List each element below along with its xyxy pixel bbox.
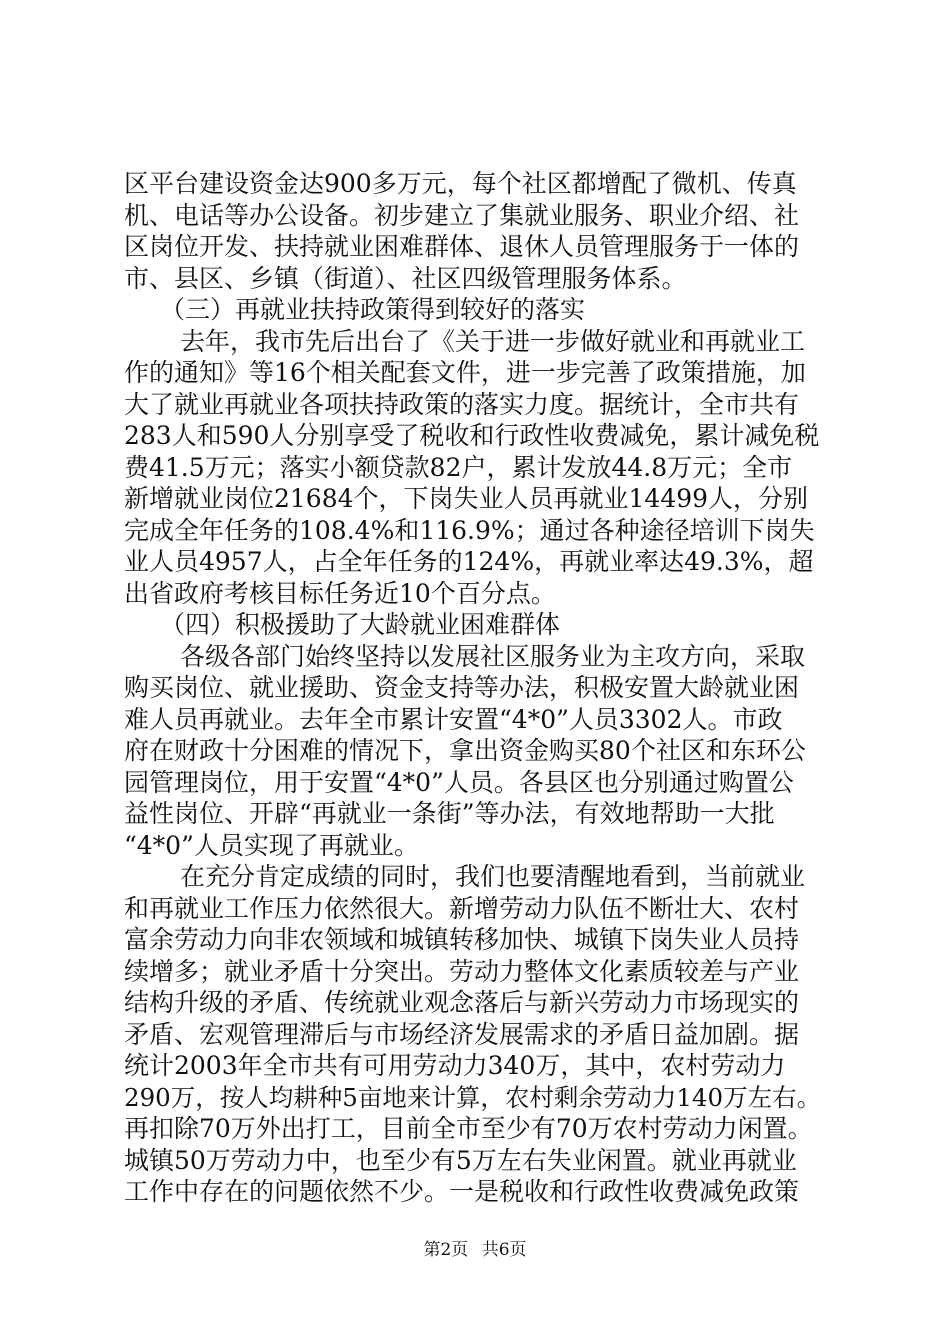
- section-heading: （三）再就业扶持政策得到较好的落实: [160, 295, 586, 324]
- text-line: 益性岗位、开辟“再就业一条街”等办法，有效地帮助一大批: [124, 799, 775, 828]
- text-line: 机、电话等办公设备。初步建立了集就业服务、职业介绍、社: [124, 201, 800, 230]
- text-line: 费41.5万元；落实小额贷款82户，累计发放44.8万元；全市: [124, 453, 793, 482]
- page-footer: [0, 1238, 950, 1262]
- text-line: “4*0”人员实现了再就业。: [124, 831, 419, 860]
- text-line: 在充分肯定成绩的同时，我们也要清醒地看到，当前就业: [180, 862, 806, 891]
- text-line: 大了就业再就业各项扶持政策的落实力度。据统计，全市共有: [124, 390, 800, 419]
- text-line: 完成全年任务的108.4%和116.9%；通过各种途径培训下岗失: [124, 516, 815, 545]
- text-line: 工作中存在的问题依然不少。一是税收和行政性收费减免政策: [124, 1177, 800, 1206]
- text-line: 结构升级的矛盾、传统就业观念落后与新兴劳动力市场现实的: [124, 988, 800, 1017]
- section-heading: （四）积极援助了大龄就业困难群体: [160, 610, 561, 639]
- text-line: 290万，按人均耕种5亩地来计算，农村剩余劳动力140万左右。: [124, 1083, 822, 1112]
- text-line: 购买岗位、就业援助、资金支持等办法，积极安置大龄就业困: [124, 673, 800, 702]
- text-line: 去年，我市先后出台了《关于进一步做好就业和再就业工: [180, 327, 806, 356]
- text-line: 统计2003年全市共有可用劳动力340万，其中，农村劳动力: [124, 1051, 786, 1080]
- text-line: 283人和590人分别享受了税收和行政性收费减免，累计减免税: [124, 421, 820, 450]
- text-line: 业人员4957人，占全年任务的124%，再就业率达49.3%，超: [124, 547, 814, 576]
- text-line: 各级各部门始终坚持以发展社区服务业为主攻方向，采取: [180, 642, 806, 671]
- text-line: 出省政府考核目标任务近10个百分点。: [124, 579, 556, 608]
- text-line: 区岗位开发、扶持就业困难群体、退休人员管理服务于一体的: [124, 232, 800, 261]
- text-line: 园管理岗位，用于安置“4*0”人员。各县区也分别通过购置公: [124, 768, 794, 797]
- text-line: 作的通知》等16个相关配套文件，进一步完善了政策措施，加: [124, 358, 806, 387]
- text-line: 市、县区、乡镇（街道）、社区四级管理服务体系。: [124, 264, 687, 293]
- text-line: 再扣除70万外出打工，目前全市至少有70万农村劳动力闲置。: [124, 1114, 813, 1143]
- text-line: 城镇50万劳动力中，也至少有5万左右失业闲置。就业再就业: [124, 1146, 797, 1175]
- text-line: 难人员再就业。去年全市累计安置“4*0”人员3302人。市政: [124, 705, 783, 734]
- text-line: 富余劳动力向非农领域和城镇转移加快、城镇下岗失业人员持: [124, 925, 800, 954]
- text-line: 和再就业工作压力依然很大。新增劳动力队伍不断壮大、农村: [124, 894, 800, 923]
- text-line: 新增就业岗位21684个，下岗失业人员再就业14499人，分别: [124, 484, 809, 513]
- text-line: 矛盾、宏观管理滞后与市场经济发展需求的矛盾日益加剧。据: [124, 1020, 800, 1049]
- page-total: 共6页: [481, 1240, 527, 1260]
- text-line: 区平台建设资金达900多万元，每个社区都增配了微机、传真: [124, 169, 797, 198]
- page-number: 第2页: [423, 1240, 469, 1260]
- text-line: 府在财政十分困难的情况下，拿出资金购买80个社区和东环公: [124, 736, 806, 765]
- text-line: 续增多；就业矛盾十分突出。劳动力整体文化素质较差与产业: [124, 957, 800, 986]
